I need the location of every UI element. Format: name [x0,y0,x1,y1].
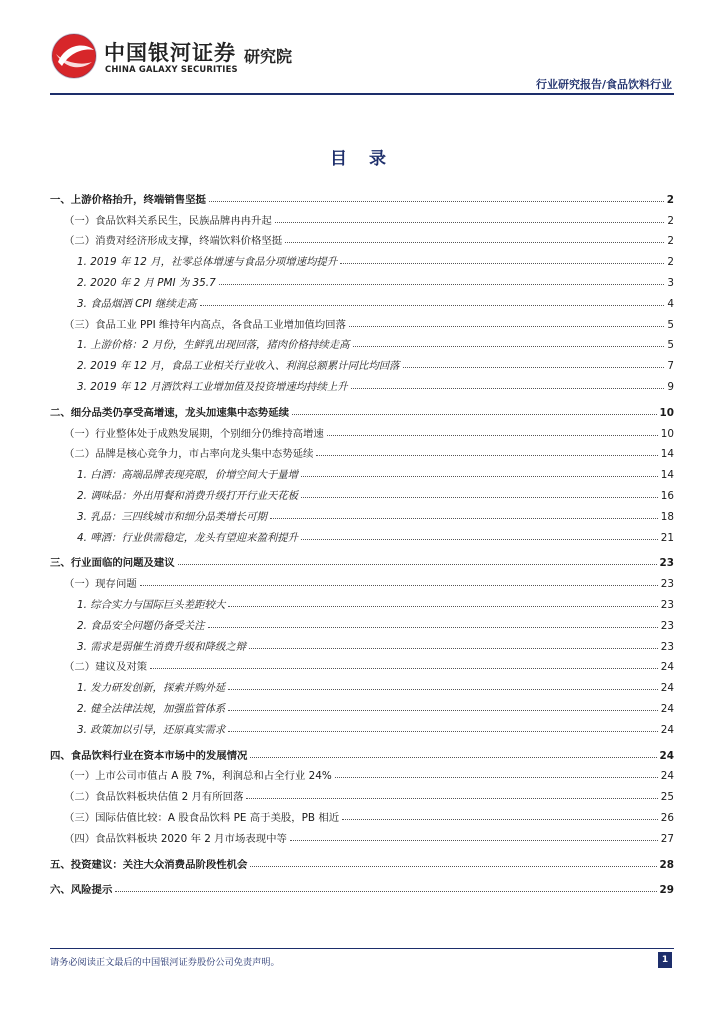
toc-entry-page: 29 [659,884,674,897]
footer-divider [50,948,674,949]
toc-entry-page: 5 [667,318,674,331]
toc-entry[interactable] [50,673,674,694]
toc-dot-leader [228,606,657,607]
toc-dot-leader [228,710,657,711]
toc-entry-label: （二）品牌是核心竞争力，市占率向龙头集中态势延续 [64,448,314,461]
toc-entry-label: 4. 啤酒：行业供需稳定，龙头有望迎来盈利提升 [77,531,299,544]
toc-entry-page: 24 [660,770,674,783]
toc-dot-leader [340,263,664,264]
toc-entry[interactable] [50,782,674,803]
toc-dot-leader [301,476,658,477]
toc-entry-page: 2 [667,214,674,227]
toc-entry-label: （二）建议及对策 [64,661,148,674]
toc-entry-label: 3. 需求是弱催生消费升级和降级之辩 [77,640,247,653]
toc-entry-label: 1. 综合实力与国际巨头差距较大 [77,598,226,611]
toc-entry-label: 二、细分品类仍享受高增速，龙头加速集中态势延续 [50,406,289,419]
toc-entry-page: 26 [660,811,674,824]
toc-dot-leader [316,455,657,456]
toc-entry[interactable] [50,715,674,736]
footer-disclaimer: 请务必阅读正文最后的中国银河证券股份公司免责声明。 [50,957,280,968]
toc-entry-label: （一）食品饮料关系民生，民族品牌冉冉升起 [64,214,272,227]
toc-entry-page: 25 [660,791,674,804]
toc-dot-leader [285,242,664,243]
toc-entry[interactable] [50,227,674,248]
toc-entry[interactable] [50,876,674,897]
report-type: 行业研究报告/食品饮料行业 [535,78,672,91]
toc-entry[interactable] [50,268,674,289]
toc-entry-page: 14 [660,469,674,482]
logo-chinese-name: 中国银河证券 [104,41,236,65]
toc-entry-label: （三）食品工业 PPI 维持年内高点，各食品工业增加值均回落 [64,318,346,331]
toc-entry[interactable] [50,741,674,762]
page-number: 1 [658,952,672,968]
toc-entry-label: 三、行业面临的问题及建议 [50,557,175,570]
toc-entry[interactable] [50,803,674,824]
toc-entry[interactable] [50,762,674,783]
toc-dot-leader [301,497,658,498]
galaxy-logo-icon [50,32,98,80]
toc-entry[interactable] [50,331,674,352]
toc-entry-page: 7 [667,360,674,373]
toc-entry-label: 1. 白酒：高端品牌表现亮眼，价增空间大于量增 [77,469,299,482]
toc-entry-label: 五、投资建议：关注大众消费品阶段性机会 [50,858,248,871]
toc-entry-page: 24 [660,682,674,695]
toc-dot-leader [228,689,657,690]
toc-dot-leader [335,777,658,778]
toc-entry-label: （一）现存问题 [64,578,137,591]
toc-entry-page: 24 [659,749,674,762]
toc-entry-page: 9 [667,380,674,393]
toc-entry[interactable] [50,185,674,206]
toc-entry[interactable] [50,694,674,715]
toc-entry-page: 24 [660,702,674,715]
toc-dot-leader [270,518,658,519]
toc-entry-label: 2. 2019 年 12 月，食品工业相关行业收入、利润总额累计同比均回落 [77,360,400,373]
toc-dot-leader [342,819,658,820]
toc-entry-page: 23 [659,557,674,570]
toc-entry-page: 4 [667,297,674,310]
toc-dot-leader [349,326,664,327]
toc-dot-leader [209,201,664,202]
toc-entry-page: 21 [660,531,674,544]
toc-dot-leader [140,585,658,586]
toc-entry-page: 23 [660,619,674,632]
toc-entry-page: 23 [660,598,674,611]
toc-entry[interactable] [50,653,674,674]
toc-dot-leader [403,367,665,368]
toc-entry-label: （二）食品饮料板块估值 2 月有所回落 [64,791,244,804]
toc-entry-label: 1. 上游价格：2 月份，生鲜乳出现回落，猪肉价格持续走高 [77,339,350,352]
toc-entry-page: 14 [660,448,674,461]
table-of-contents [50,180,674,896]
toc-dot-leader [275,222,665,223]
toc-entry[interactable] [50,289,674,310]
toc-entry[interactable] [50,523,674,544]
toc-dot-leader [292,414,657,415]
toc-entry-label: 2. 调味品：外出用餐和消费升级打开行业天花板 [77,489,299,502]
page-header [0,0,724,100]
toc-entry-label: 2. 2020 年 2 月 PMI 为 35.7 [77,276,216,289]
toc-entry[interactable] [50,549,674,570]
toc-entry[interactable] [50,398,674,419]
toc-entry-page: 5 [667,339,674,352]
toc-entry-label: 3. 乳品：三四线城市和细分品类增长可期 [77,510,267,523]
toc-entry-label: 六、风险提示 [50,884,113,897]
toc-entry[interactable] [50,850,674,871]
toc-entry[interactable] [50,351,674,372]
toc-dot-leader [246,798,657,799]
toc-dot-leader [301,539,658,540]
toc-dot-leader [228,731,657,732]
toc-entry-label: 3. 政策加以引导，还原真实需求 [77,723,226,736]
toc-entry[interactable] [50,502,674,523]
toc-entry-label: 四、食品饮料行业在资本市场中的发展情况 [50,749,248,762]
toc-entry-page: 2 [666,193,674,206]
toc-entry-page: 10 [659,406,674,419]
toc-dot-leader [353,346,665,347]
toc-title: 目 录 [330,149,394,169]
toc-dot-leader [150,668,658,669]
toc-entry-label: 1. 发力研发创新，探索并购外延 [77,682,226,695]
toc-dot-leader [290,840,658,841]
header-divider [50,93,674,95]
toc-entry[interactable] [50,310,674,331]
toc-entry-label: （三）国际估值比较：A 股食品饮料 PE 高于美股，PB 相近 [64,811,340,824]
toc-entry[interactable] [50,460,674,481]
toc-entry[interactable] [50,824,674,845]
toc-entry[interactable] [50,206,674,227]
toc-dot-leader [249,648,658,649]
toc-entry-page: 2 [667,235,674,248]
toc-entry[interactable] [50,569,674,590]
toc-entry-label: （四）食品饮料板块 2020 年 2 月市场表现中等 [64,832,287,845]
toc-dot-leader [208,627,658,628]
toc-entry-page: 16 [660,489,674,502]
toc-entry-label: 3. 食品烟酒 CPI 继续走高 [77,297,197,310]
toc-entry[interactable] [50,590,674,611]
toc-entry-label: （二）消费对经济形成支撑，终端饮料价格坚挺 [64,235,283,248]
toc-dot-leader [351,388,665,389]
toc-dot-leader [250,757,656,758]
toc-entry-page: 2 [667,256,674,269]
toc-entry[interactable] [50,481,674,502]
toc-entry-page: 24 [660,661,674,674]
toc-entry-label: （一）行业整体处于成熟发展期，个别细分仍维持高增速 [64,427,324,440]
toc-dot-leader [219,284,665,285]
toc-dot-leader [200,305,665,306]
toc-entry-page: 27 [660,832,674,845]
toc-entry[interactable] [50,247,674,268]
toc-entry-label: （一）上市公司市值占 A 股 7%，利润总和占全行业 24% [64,770,332,783]
toc-entry-label: 一、上游价格抬升，终端销售坚挺 [50,193,206,206]
toc-dot-leader [327,435,658,436]
toc-entry[interactable] [50,372,674,393]
logo-english-name: CHINA GALAXY SECURITIES [105,64,238,74]
institute-name: 研究院 [244,47,293,66]
toc-entry[interactable] [50,440,674,461]
toc-entry-label: 2. 健全法律法规，加强监管体系 [77,702,226,715]
toc-entry[interactable] [50,419,674,440]
toc-entry-label: 3. 2019 年 12 月酒饮料工业增加值及投资增速均持续上升 [77,380,348,393]
toc-dot-leader [178,564,657,565]
toc-entry-page: 3 [667,276,674,289]
toc-entry-page: 23 [660,578,674,591]
toc-entry[interactable] [50,611,674,632]
toc-entry-page: 23 [660,640,674,653]
toc-entry-label: 2. 食品安全问题仍备受关注 [77,619,205,632]
toc-entry-page: 24 [660,723,674,736]
toc-entry-page: 28 [659,858,674,871]
toc-dot-leader [115,891,656,892]
toc-entry-label: 1. 2019 年 12 月，社零总体增速与食品分项增速均提升 [77,256,338,269]
toc-entry[interactable] [50,632,674,653]
toc-entry-page: 10 [660,427,674,440]
toc-entry-page: 18 [660,510,674,523]
toc-dot-leader [250,866,656,867]
